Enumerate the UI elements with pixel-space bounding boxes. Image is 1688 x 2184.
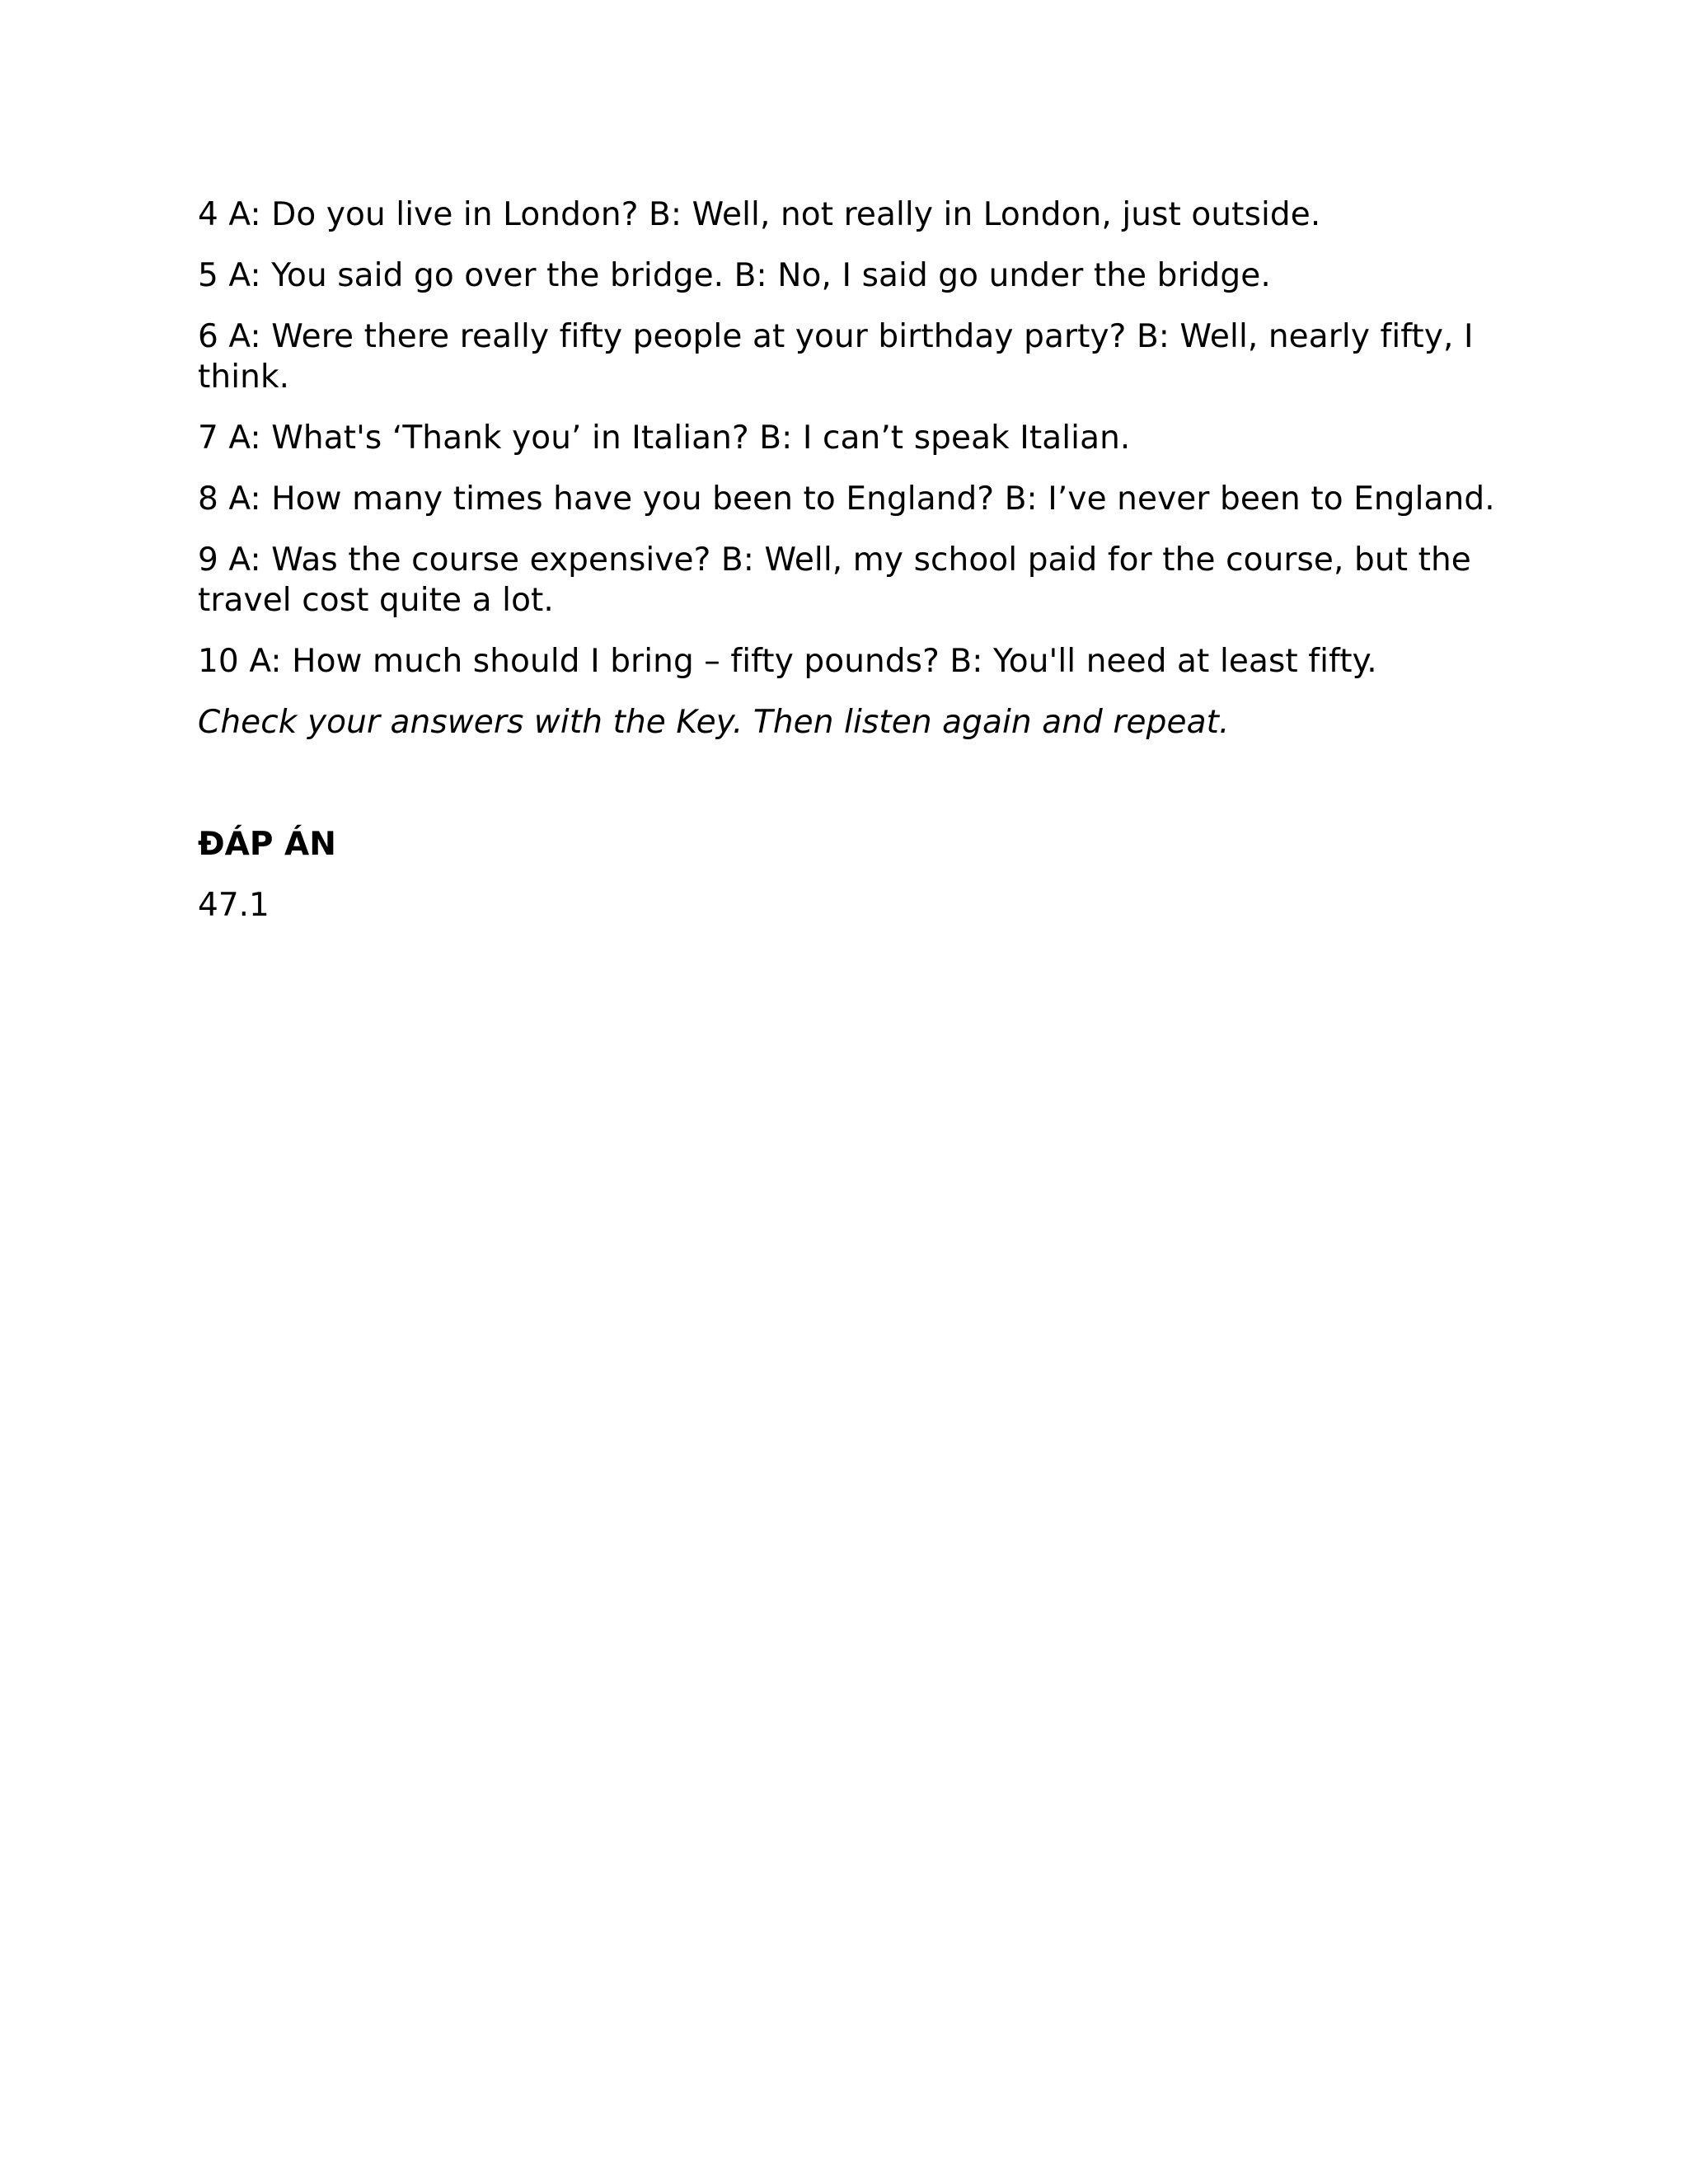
exercise-line-7: 7 A: What's ‘Thank you’ in Italian? B: I can’t speak Italian. — [198, 419, 1131, 457]
exercise-line-9: 9 A: Was the course expensive? B: Well, my school paid for the course, but the travel cost quite a lot. — [198, 541, 1471, 619]
exercise-line-4: 4 A: Do you live in London? B: Well, not really in London, just outside. — [198, 196, 1321, 233]
exercise-line-10: 10 A: How much should I bring – fifty pounds? B: You'll need at least fifty. — [198, 643, 1377, 680]
exercise-line-6: 6 A: Were there really fifty people at your birthday party? B: Well, nearly fifty, I think. — [198, 318, 1474, 396]
instruction-text: Check your answers with the Key. Then listen again and repeat. — [198, 704, 1230, 741]
answer-heading: ĐÁP ÁN — [198, 826, 336, 863]
exercise-line-8: 8 A: How many times have you been to England? B: I’ve never been to England. — [198, 480, 1495, 518]
answer-number: 47.1 — [198, 887, 270, 924]
document-page — [198, 194, 1500, 926]
exercise-line-5: 5 A: You said go over the bridge. B: No, I said go under the bridge. — [198, 257, 1271, 294]
